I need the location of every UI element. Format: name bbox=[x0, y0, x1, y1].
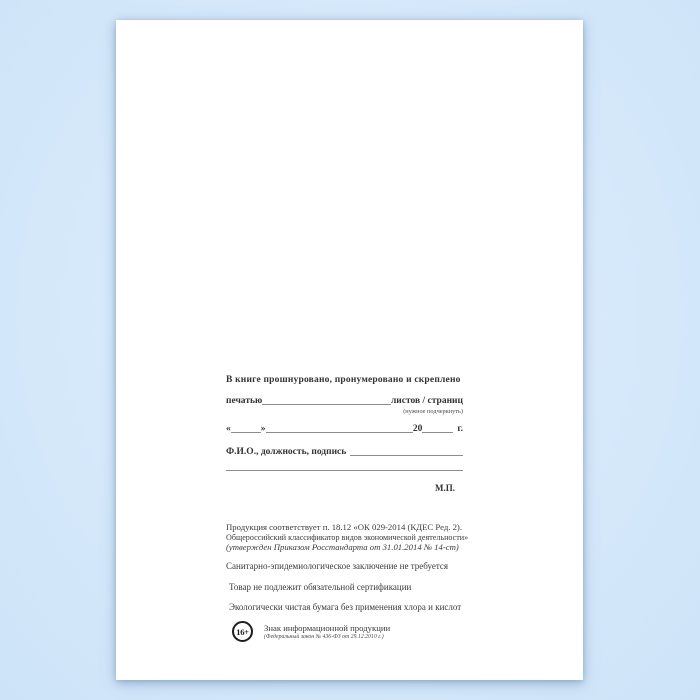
signature-blank bbox=[350, 454, 463, 456]
sheets-pages-label: листов / страниц bbox=[390, 396, 463, 406]
day-blank bbox=[231, 431, 261, 433]
eco-paper-statement: Экологически чистая бумага без применения хлора и кислот bbox=[229, 602, 462, 612]
date-line bbox=[226, 424, 463, 434]
signature-label: Ф.И.О., должность, подпись bbox=[226, 447, 347, 457]
year-suffix: г. bbox=[457, 424, 463, 434]
close-quote: » bbox=[260, 424, 266, 434]
underline-hint: (нужное подчеркнуть) bbox=[403, 408, 463, 415]
year-prefix: 20 bbox=[412, 424, 423, 434]
open-quote: « bbox=[226, 424, 231, 434]
signature-blank-second bbox=[226, 461, 463, 471]
compliance-line-1: Продукция соответствует п. 18.12 «ОК 029-2014 (КДЕС Ред. 2). bbox=[226, 522, 462, 532]
book-back-page bbox=[116, 20, 583, 680]
seal-label: печатью bbox=[226, 396, 263, 406]
month-blank bbox=[266, 431, 413, 433]
age-mark-row bbox=[226, 621, 463, 642]
sheets-count-blank bbox=[262, 403, 391, 405]
age-mark-text bbox=[264, 621, 390, 640]
compliance-line-2: Общероссийский классификатор видов экономической деятельности» bbox=[226, 533, 469, 542]
age-16-plus-icon: 16+ bbox=[232, 621, 253, 642]
year-blank bbox=[422, 431, 453, 433]
compliance-line-3: (утвержден Приказом Росстандарта от 31.01.2014 № 14-ст) bbox=[226, 542, 459, 552]
sanitary-statement: Санитарно-эпидемиологическое заключение не требуется bbox=[226, 561, 449, 571]
certification-statement: Товар не подлежит обязательной сертификации bbox=[229, 582, 412, 592]
seal-sheets-line bbox=[226, 396, 463, 406]
age-mark-title: Знак информационной продукции bbox=[264, 623, 391, 633]
stitched-numbered-line: В книге прошнуровано, пронумеровано и скреплено bbox=[226, 375, 461, 385]
signature-line bbox=[226, 447, 463, 457]
age-mark-law-note: (Федеральный закон № 436-ФЗ от 29.12.2010 г.) bbox=[264, 634, 384, 640]
stamp-place-abbr: М.П. bbox=[435, 483, 455, 493]
